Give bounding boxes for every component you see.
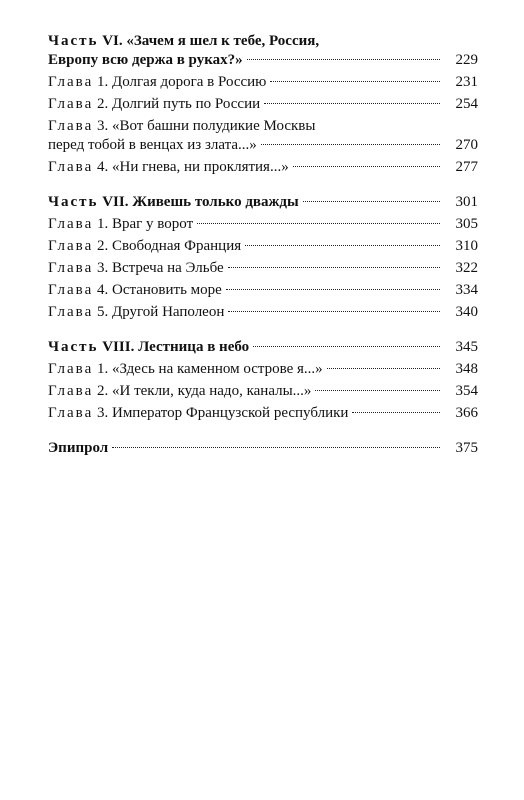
dot-leader [228, 311, 440, 312]
chapter-label: Глава [48, 74, 94, 90]
page-number: 231 [455, 74, 478, 90]
chapter-number: 5. [96, 304, 109, 320]
chapter-number: 1. [96, 74, 109, 90]
chapter-label: Глава [48, 361, 94, 377]
toc-part-6-line1 [48, 32, 478, 51]
chapter-title: «Вот башни полудикие Москвы [111, 118, 316, 134]
chapter-number: 2. [96, 96, 109, 112]
chapter-number: 3. [96, 260, 109, 276]
dot-leader [112, 447, 440, 448]
chapter-title: «И текли, куда надо, каналы...» [111, 383, 312, 399]
dot-leader [245, 245, 440, 246]
toc-part-8 [48, 338, 478, 357]
page-number: 322 [455, 260, 478, 276]
toc-part-7 [48, 193, 478, 212]
toc-chapter [48, 95, 478, 114]
toc-chapter [48, 404, 478, 423]
dot-leader [228, 267, 440, 268]
page-number: 254 [455, 96, 478, 112]
part-title: Лестница в небо [138, 339, 250, 355]
chapter-number: 1. [96, 361, 109, 377]
chapter-title: «Ни гнева, ни проклятия...» [111, 159, 289, 175]
dot-leader [247, 59, 440, 60]
chapter-label: Глава [48, 282, 94, 298]
dot-leader [261, 144, 440, 145]
chapter-label: Глава [48, 405, 94, 421]
chapter-title: Долгая дорога в Россию [111, 74, 267, 90]
dot-leader [197, 223, 440, 224]
dot-leader [293, 166, 440, 167]
page-number: 277 [455, 159, 478, 175]
page-number: 334 [455, 282, 478, 298]
part-title-continued: Европу всю держа в руках?» [48, 52, 243, 68]
page-number: 375 [455, 440, 478, 456]
dot-leader [303, 201, 440, 202]
chapter-label: Глава [48, 118, 94, 134]
chapter-title: Император Французской республики [111, 405, 349, 421]
part-title: «Зачем я шел к тебе, Россия, [126, 33, 320, 49]
dot-leader [315, 390, 440, 391]
chapter-label: Глава [48, 260, 94, 276]
page-number: 345 [455, 339, 478, 355]
dot-leader [270, 81, 440, 82]
toc-chapter [48, 303, 478, 322]
page-number: 229 [455, 52, 478, 68]
part-title: Живешь только дважды [132, 194, 299, 210]
chapter-title: Другой Наполеон [111, 304, 225, 320]
page-number: 340 [455, 304, 478, 320]
dot-leader [264, 103, 440, 104]
toc-epilogue [48, 439, 478, 458]
part-number: VIII. [102, 339, 135, 355]
toc-chapter [48, 360, 478, 379]
toc-chapter [48, 215, 478, 234]
chapter-label: Глава [48, 216, 94, 232]
chapter-label: Глава [48, 304, 94, 320]
part-label: Часть [48, 194, 99, 210]
part-label: Часть [48, 33, 99, 49]
page-number: 348 [455, 361, 478, 377]
dot-leader [253, 346, 440, 347]
dot-leader [352, 412, 440, 413]
page-number: 301 [455, 194, 478, 210]
epilogue-title: Эпипрол [48, 440, 109, 456]
toc-chapter [48, 73, 478, 92]
page-number: 366 [455, 405, 478, 421]
part-number: VI. [102, 33, 123, 49]
chapter-title: Встреча на Эльбе [111, 260, 224, 276]
chapter-number: 1. [96, 216, 109, 232]
part-number: VII. [102, 194, 129, 210]
toc-chapter [48, 237, 478, 256]
page-number: 270 [455, 137, 478, 153]
chapter-label: Глава [48, 383, 94, 399]
chapter-number: 4. [96, 282, 109, 298]
page-number: 310 [455, 238, 478, 254]
toc-chapter [48, 117, 478, 155]
chapter-label: Глава [48, 238, 94, 254]
chapter-label: Глава [48, 96, 94, 112]
table-of-contents [48, 32, 478, 461]
dot-leader [226, 289, 440, 290]
chapter-title: Враг у ворот [111, 216, 194, 232]
part-label: Часть [48, 339, 99, 355]
chapter-title: Остановить море [111, 282, 222, 298]
chapter-number: 2. [96, 383, 109, 399]
toc-chapter [48, 259, 478, 278]
chapter-title: Долгий путь по России [111, 96, 261, 112]
page-number: 305 [455, 216, 478, 232]
chapter-number: 4. [96, 159, 109, 175]
chapter-title: Свободная Франция [111, 238, 242, 254]
toc-part-6-line2 [48, 51, 478, 70]
toc-part-6 [48, 32, 478, 70]
chapter-title: «Здесь на каменном острове я...» [111, 361, 323, 377]
dot-leader [327, 368, 440, 369]
chapter-label: Глава [48, 159, 94, 175]
chapter-title-continued: перед тобой в венцах из злата...» [48, 137, 257, 153]
chapter-number: 2. [96, 238, 109, 254]
page-number: 354 [455, 383, 478, 399]
toc-chapter [48, 158, 478, 177]
chapter-number: 3. [96, 118, 109, 134]
toc-chapter [48, 281, 478, 300]
chapter-number: 3. [96, 405, 109, 421]
toc-chapter [48, 382, 478, 401]
